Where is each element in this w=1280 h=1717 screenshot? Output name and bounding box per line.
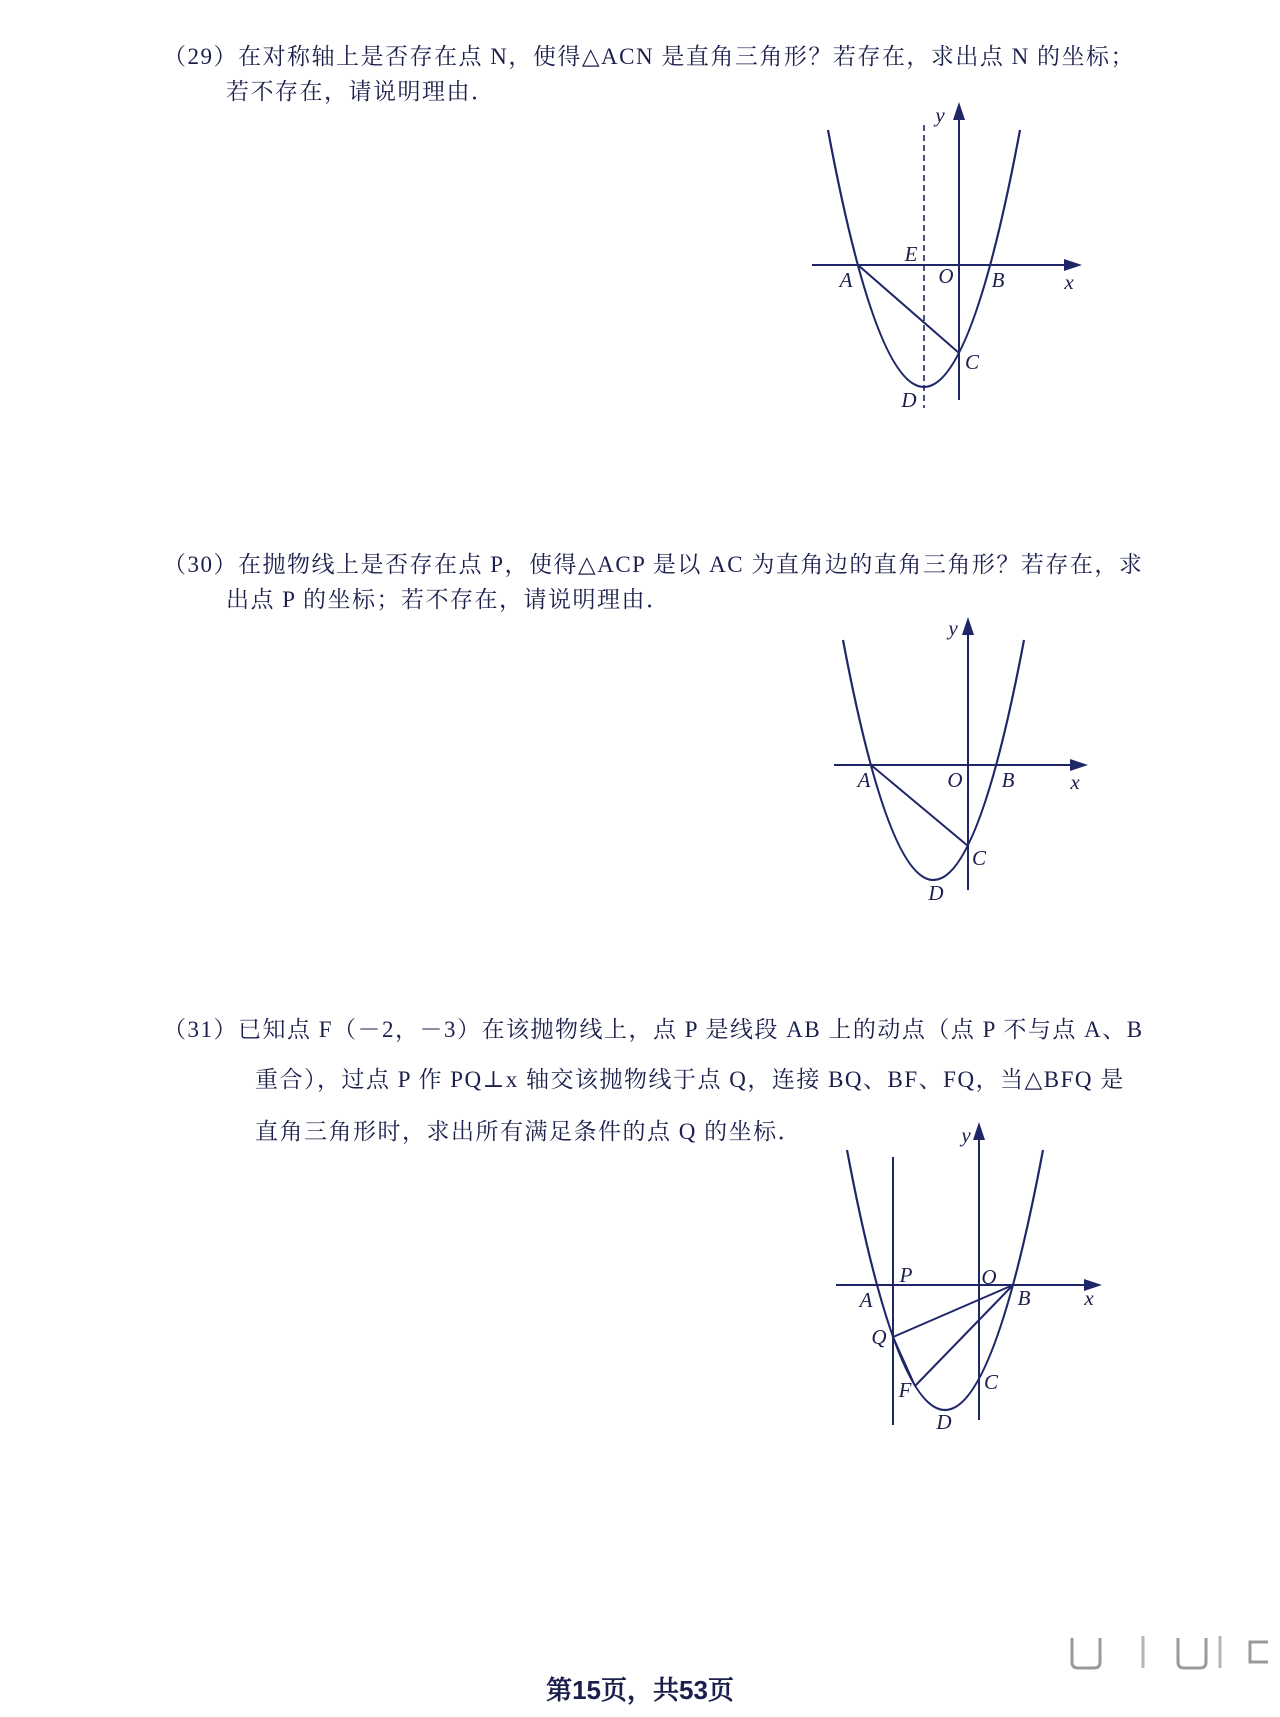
bracket-icon xyxy=(1250,1642,1268,1662)
label-P: P xyxy=(899,1263,913,1287)
label-Q: Q xyxy=(871,1325,887,1349)
label-x: x xyxy=(1064,270,1074,294)
bracket-icon xyxy=(1072,1638,1100,1668)
label-y: y xyxy=(935,103,945,127)
label-O: O xyxy=(947,768,963,792)
bracket-icon xyxy=(1178,1638,1206,1668)
problem-30-diagram xyxy=(820,605,1100,905)
label-O: O xyxy=(981,1265,997,1289)
label-A: A xyxy=(859,1288,873,1312)
label-x: x xyxy=(1070,770,1080,794)
problem-29-diagram xyxy=(800,95,1100,425)
page-number: 第15页，共53页 xyxy=(546,1675,734,1705)
label-F: F xyxy=(898,1378,912,1402)
label-B: B xyxy=(1017,1286,1031,1310)
parabola xyxy=(843,640,1024,880)
parabola xyxy=(847,1150,1043,1410)
label-y: y xyxy=(948,616,958,640)
label-D: D xyxy=(928,881,944,905)
y-axis-arrow-icon xyxy=(973,1122,985,1140)
label-D: D xyxy=(901,388,917,412)
label-O: O xyxy=(938,264,954,288)
problem-29-line-2: 若不存在，请说明理由． xyxy=(226,79,496,104)
y-axis-arrow-icon xyxy=(953,102,965,120)
label-A: A xyxy=(839,268,853,292)
label-E: E xyxy=(904,242,918,266)
label-y: y xyxy=(961,1123,971,1147)
segment-BQ xyxy=(893,1285,1013,1337)
label-C: C xyxy=(983,1370,999,1394)
problem-30-line-1: （30）在抛物线上是否存在点 P，使得△ACP 是以 AC 为直角边的直角三角形？若存在，求 xyxy=(163,552,1144,577)
problem-30-line-2: 出点 P 的坐标；若不存在，请说明理由． xyxy=(226,587,671,612)
label-D: D xyxy=(936,1410,952,1434)
problem-29-line-1: （29）在对称轴上是否存在点 N，使得△ACN 是直角三角形？若存在，求出点 N 的坐标； xyxy=(163,44,1135,69)
problem-31-line-1: （31）已知点 F（－2，－3）在该抛物线上，点 P 是线段 AB 上的动点（点 P 不与点 A、B xyxy=(163,1017,1144,1042)
overlay-controls xyxy=(1060,1628,1272,1676)
problem-31-line-3: 直角三角形时，求出所有满足条件的点 Q 的坐标． xyxy=(255,1119,803,1144)
label-C: C xyxy=(964,350,980,374)
y-axis-arrow-icon xyxy=(962,617,974,635)
label-B: B xyxy=(991,268,1005,292)
problem-31-diagram xyxy=(830,1110,1110,1440)
label-B: B xyxy=(1001,768,1015,792)
label-A: A xyxy=(857,768,871,792)
problem-31-line-2: 重合），过点 P 作 PQ⊥x 轴交该抛物线于点 Q，连接 BQ、BF、FQ，当△BFQ 是 xyxy=(255,1067,1125,1092)
label-C: C xyxy=(971,846,987,870)
label-x: x xyxy=(1084,1286,1094,1310)
